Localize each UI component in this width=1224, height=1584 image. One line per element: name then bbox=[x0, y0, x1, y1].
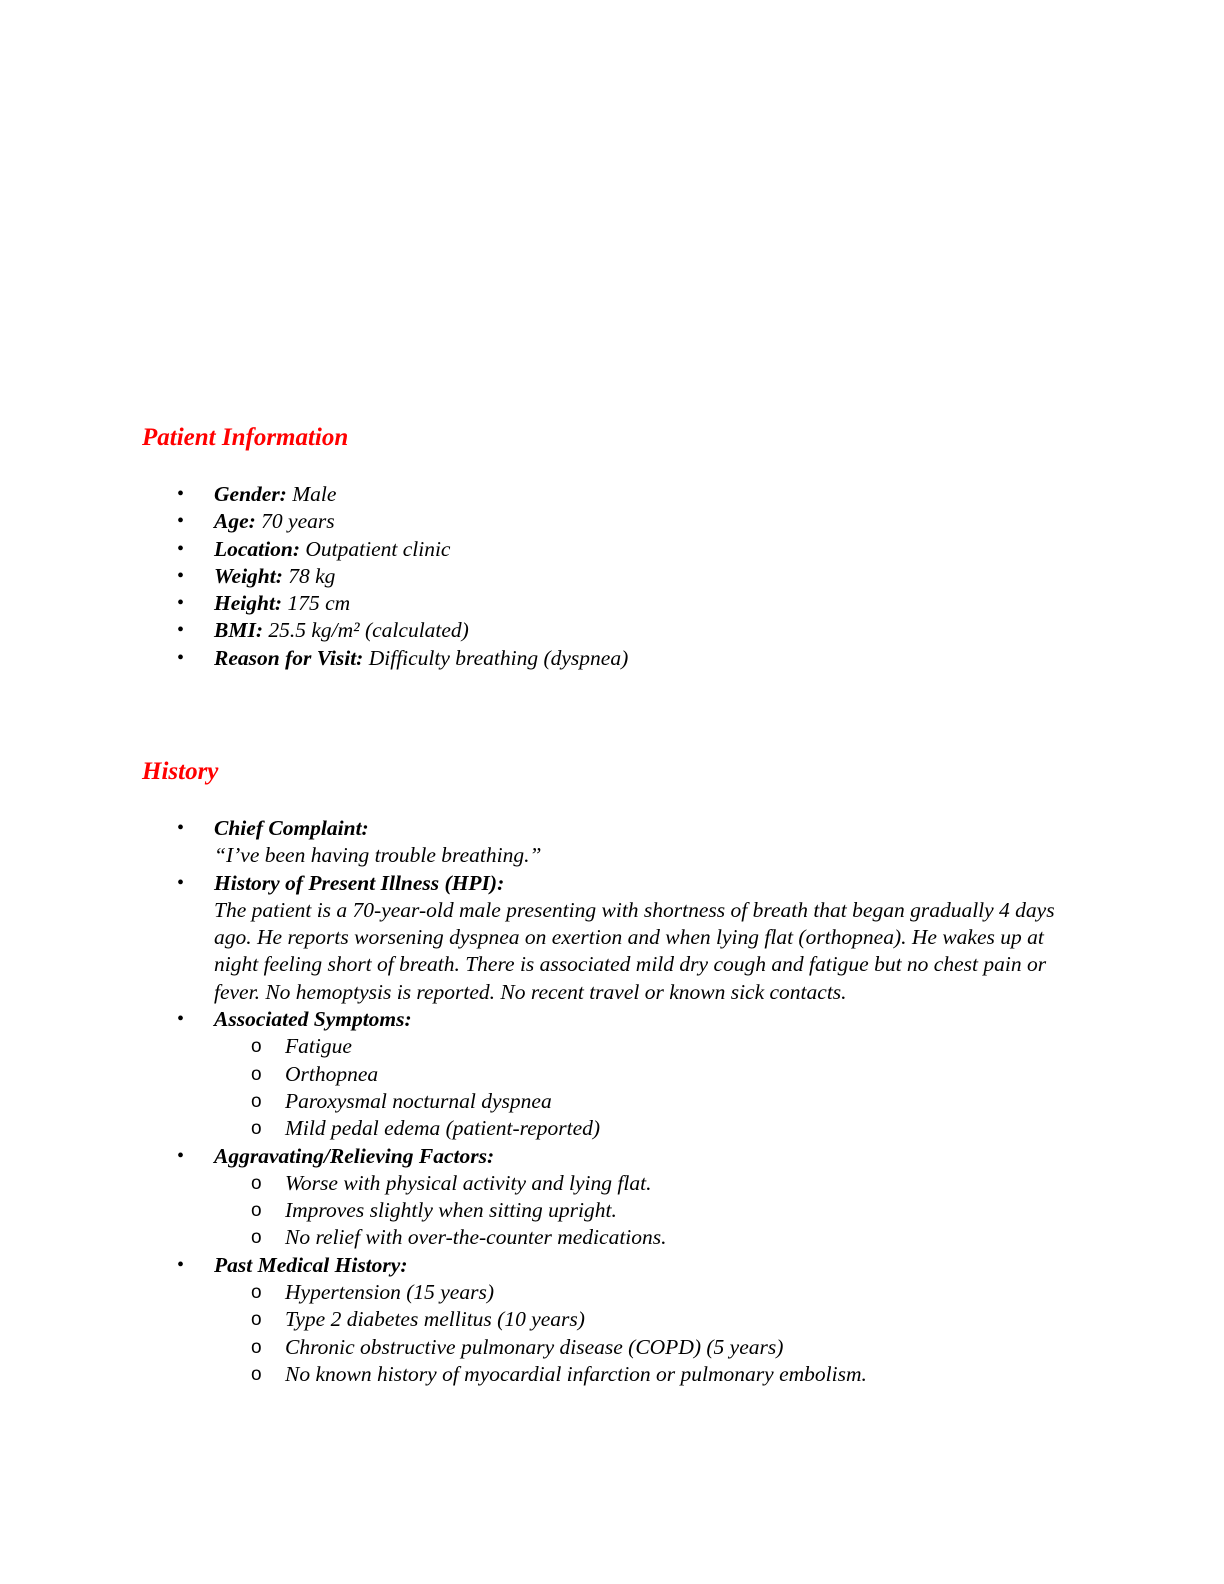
list-item-bmi bbox=[0, 617, 1224, 644]
bullet-icon: • bbox=[177, 510, 185, 533]
sublist-item-text: Paroxysmal nocturnal dyspnea bbox=[285, 1088, 552, 1113]
sublist-item-text: Orthopnea bbox=[285, 1061, 379, 1086]
sublist-item bbox=[214, 1279, 1074, 1306]
item-value: 25.5 kg/m² (calculated) bbox=[268, 618, 469, 643]
bullet-icon: • bbox=[177, 1144, 185, 1167]
bullet-icon: • bbox=[177, 537, 185, 560]
sublist-item-text: Type 2 diabetes mellitus (10 years) bbox=[285, 1307, 585, 1332]
sublist-item-text: No relief with over-the-counter medications. bbox=[285, 1225, 667, 1250]
item-label: BMI: bbox=[214, 618, 263, 643]
list-item-aggravating-relieving-factors bbox=[0, 1143, 1224, 1252]
aggravating-relieving-label: Aggravating/Relieving Factors: bbox=[214, 1143, 495, 1168]
bullet-icon: • bbox=[177, 646, 185, 669]
bullet-icon: • bbox=[177, 564, 185, 587]
history-heading: History bbox=[142, 758, 219, 785]
list-item-past-medical-history bbox=[0, 1252, 1224, 1388]
item-label: Gender: bbox=[214, 482, 287, 506]
sublist-item-text: Fatigue bbox=[285, 1034, 352, 1059]
chief-complaint-label: Chief Complaint: bbox=[214, 816, 369, 840]
circle-bullet-icon: o bbox=[251, 1200, 262, 1222]
circle-bullet-icon: o bbox=[251, 1336, 262, 1358]
sublist-item bbox=[214, 1088, 1074, 1115]
circle-bullet-icon: o bbox=[251, 1282, 262, 1304]
sublist-item bbox=[214, 1033, 1074, 1060]
sublist-item-text: Chronic obstructive pulmonary disease (COPD) (5 years) bbox=[285, 1334, 784, 1359]
sublist-item bbox=[214, 1170, 1074, 1197]
bullet-icon: • bbox=[177, 817, 185, 839]
item-value: Difficulty breathing (dyspnea) bbox=[368, 645, 629, 670]
item-value: 175 cm bbox=[287, 591, 351, 616]
circle-bullet-icon: o bbox=[251, 1090, 262, 1112]
list-item-reason-for-visit bbox=[0, 645, 1224, 672]
item-label: Reason for Visit: bbox=[214, 645, 364, 670]
sublist-item-text: Improves slightly when sitting upright. bbox=[285, 1198, 617, 1223]
sublist-item bbox=[214, 1306, 1074, 1333]
sublist-item-text: Mild pedal edema (patient-reported) bbox=[285, 1116, 601, 1141]
sublist-item-text: No known history of myocardial infarction or pulmonary embolism. bbox=[285, 1361, 867, 1386]
hpi-label: History of Present Illness (HPI): bbox=[214, 870, 505, 895]
circle-bullet-icon: o bbox=[251, 1036, 262, 1058]
bullet-icon: • bbox=[177, 1253, 185, 1276]
sublist-item bbox=[214, 1224, 1074, 1251]
circle-bullet-icon: o bbox=[251, 1172, 262, 1194]
list-item-location bbox=[0, 536, 1224, 563]
list-item-hpi bbox=[0, 870, 1224, 1006]
aggravating-relieving-sublist bbox=[214, 1170, 1074, 1252]
list-item-weight bbox=[0, 563, 1224, 590]
past-medical-history-sublist bbox=[214, 1279, 1074, 1388]
list-item-associated-symptoms bbox=[0, 1006, 1224, 1142]
list-item-gender bbox=[0, 481, 1224, 508]
sublist-item bbox=[214, 1361, 1074, 1388]
item-label: Location: bbox=[214, 536, 300, 561]
hpi-text: The patient is a 70-year-old male presenting with shortness of breath that began gradually 4 days ago. He reports worsening dyspnea on exertion and when lying flat (orthopnea). He wakes up at night feeling short of breath. There is associated mild dry cough and fatigue but no chest pain or fever. No hemoptysis is reported. No recent travel or known sick contacts. bbox=[214, 897, 1055, 1004]
patient-information-list bbox=[0, 481, 1224, 672]
chief-complaint-text: “I’ve been having trouble breathing.” bbox=[214, 843, 542, 868]
item-label: Age: bbox=[214, 509, 256, 534]
circle-bullet-icon: o bbox=[251, 1118, 262, 1140]
list-item-age bbox=[0, 508, 1224, 535]
past-medical-history-label: Past Medical History: bbox=[214, 1252, 408, 1277]
list-item-height bbox=[0, 590, 1224, 617]
sublist-item bbox=[214, 1115, 1074, 1142]
item-label: Weight: bbox=[214, 563, 283, 588]
sublist-item bbox=[214, 1197, 1074, 1224]
bullet-icon: • bbox=[177, 619, 185, 642]
circle-bullet-icon: o bbox=[251, 1363, 262, 1385]
item-value: Outpatient clinic bbox=[305, 536, 451, 561]
item-value: 70 years bbox=[261, 509, 335, 534]
bullet-icon: • bbox=[177, 871, 185, 894]
patient-information-heading: Patient Information bbox=[142, 424, 349, 451]
sublist-item bbox=[214, 1334, 1074, 1361]
associated-symptoms-sublist bbox=[214, 1033, 1074, 1142]
circle-bullet-icon: o bbox=[251, 1309, 262, 1331]
bullet-icon: • bbox=[177, 592, 185, 615]
bullet-icon: • bbox=[177, 483, 185, 505]
circle-bullet-icon: o bbox=[251, 1063, 262, 1085]
circle-bullet-icon: o bbox=[251, 1227, 262, 1249]
sublist-item-text: Hypertension (15 years) bbox=[285, 1280, 494, 1305]
list-item-chief-complaint bbox=[0, 815, 1224, 870]
history-list bbox=[0, 815, 1224, 1388]
item-value: Male bbox=[292, 482, 337, 506]
item-value: 78 kg bbox=[288, 563, 336, 588]
associated-symptoms-label: Associated Symptoms: bbox=[214, 1007, 412, 1032]
bullet-icon: • bbox=[177, 1008, 185, 1031]
sublist-item-text: Worse with physical activity and lying flat. bbox=[285, 1170, 652, 1195]
sublist-item bbox=[214, 1061, 1074, 1088]
item-label: Height: bbox=[214, 591, 283, 616]
